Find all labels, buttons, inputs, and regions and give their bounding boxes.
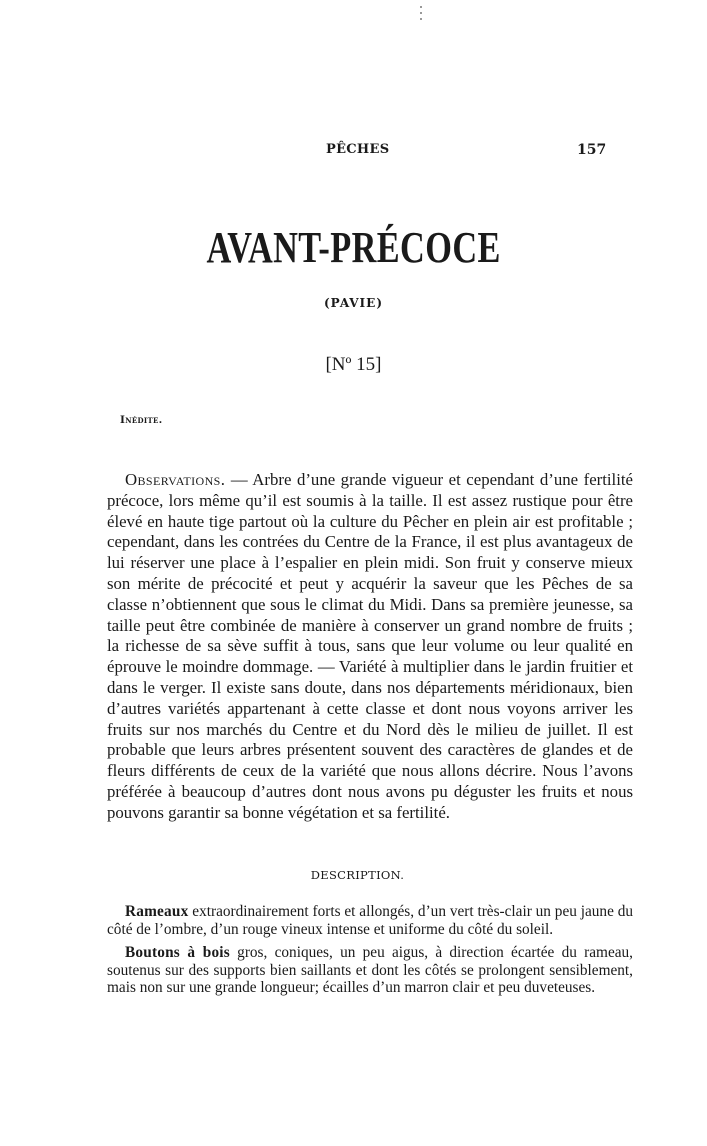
- description-text: gros, coniques, un peu aigus, à direction écartée du rameau, soutenus sur des supports bien saillants et dont les côtés se prolongent sensiblement, mais non sur une grande longueur; écailles d’un marron clair et peu duveteuses.: [107, 944, 633, 996]
- variety-title: AVANT-PRÉCOCE: [206, 223, 501, 272]
- variety-subtitle: (PAVIE): [323, 296, 383, 310]
- description-heading: DESCRIPTION.: [310, 868, 405, 882]
- page-number: 157: [577, 142, 607, 158]
- description-paragraph: [107, 944, 633, 997]
- observations-lead: Observations.: [125, 470, 226, 489]
- description-paragraph: [107, 903, 633, 938]
- status-label: Inédite.: [120, 414, 163, 426]
- scan-marks: [420, 6, 422, 26]
- variety-number: [Nº 15]: [325, 354, 382, 375]
- observations-text: — Arbre d’une grande vigueur et cependant d’une fertilité précoce, lors même qu’il est soumis à la taille. Il est assez rustique pour être élevé en haute tige partout où la culture du Pêcher en plein air est profitable ; cependant, dans les contrées du Centre de la France, il est plus avantageux de lui réserver une place à l’espalier en plein midi. Son fruit y conserve mieux son mérite de précocité et peut y acquérir la saveur que les Pêches de sa classe n’obtiennent que sous le climat du Midi. Dans sa première jeunesse, sa taille peut être combinée de manière à conserver un grand nombre de fruits ; la richesse de sa sève suffit à tous, sans que leur volume ou leur qualité en éprouve le moindre dommage. — Variété à multiplier dans le jardin fruitier et dans le verger. Il existe sans doute, dans nos départements méridionaux, bien d’autres variétés appartenant à cette classe et dont nous voyons arriver les fruits sur nos marchés du Centre et du Nord dès le milieu de juillet. Il est probable que leurs arbres présentent souvent des caractères de glandes et de fleurs différents de ceux de la variété que nous allons décrire. Nous l’avons préférée à beaucoup d’autres dont nous avons pu déguster les fruits et nous pouvons garantir sa bonne végétation et sa fertilité.: [107, 470, 633, 822]
- description-text: extraordinairement forts et allongés, d’un vert très-clair un peu jaune du côté de l’ombre, d’un rouge vineux intense et uniforme du côté du soleil.: [107, 903, 633, 938]
- running-head-section: PÊCHES: [326, 142, 390, 157]
- description-term: Rameaux: [125, 903, 189, 920]
- description-section: [107, 903, 633, 1003]
- observations-paragraph: [107, 470, 633, 824]
- description-term: Boutons à bois: [125, 944, 230, 961]
